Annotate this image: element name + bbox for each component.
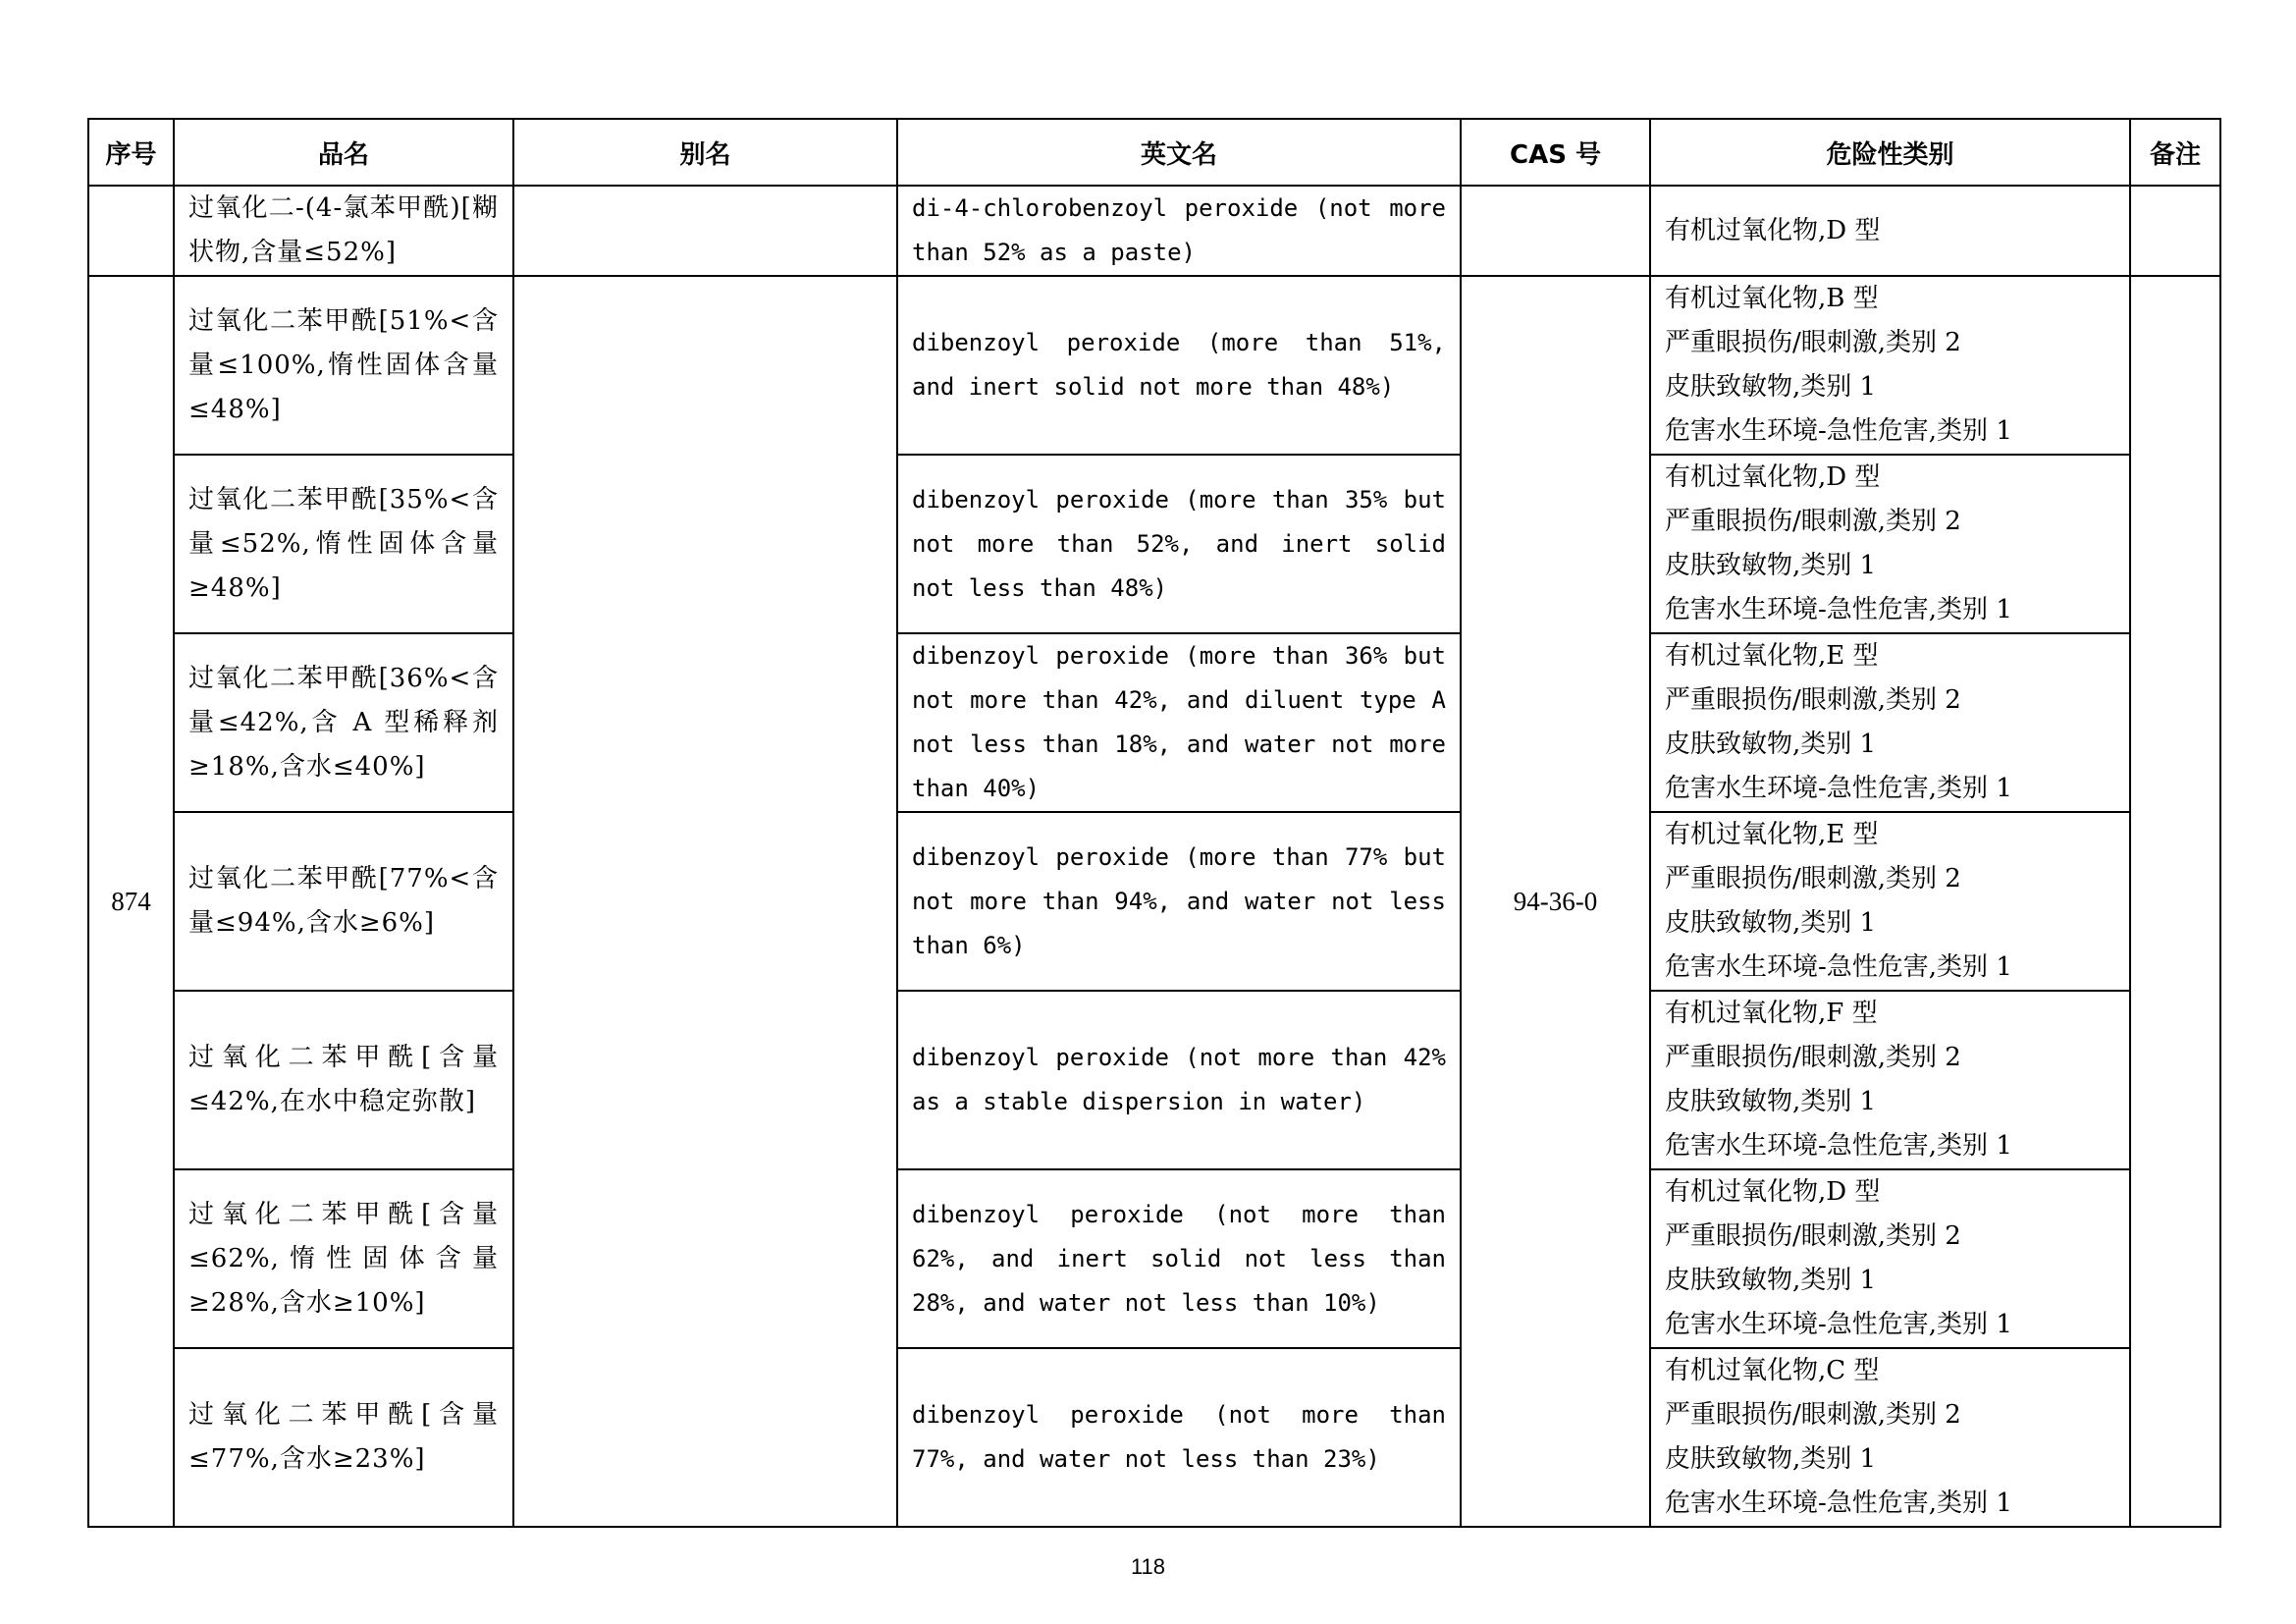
- header-product-name: 品名: [174, 119, 513, 186]
- english-name-cell: dibenzoyl peroxide (more than 35% but not more than 52%, and inert solid not less than 48%): [897, 455, 1461, 633]
- english-name-cell: di-4-chlorobenzoyl peroxide (not more than 52% as a paste): [897, 186, 1461, 276]
- hazard-line: 有机过氧化物,C 型: [1665, 1356, 1880, 1385]
- hazard-line: 有机过氧化物,F 型: [1665, 999, 1878, 1028]
- hazard-line: 危害水生环境-急性危害,类别 1: [1665, 416, 2012, 446]
- alias-cell: [513, 276, 897, 1527]
- product-name-cell: 过氧化二苯甲酰[含量≤42%,在水中稳定弥散]: [174, 991, 513, 1169]
- english-name-cell: dibenzoyl peroxide (not more than 42% as a stable dispersion in water): [897, 991, 1461, 1169]
- product-name-cell: 过氧化二-(4-氯苯甲酰)[糊状物,含量≤52%]: [174, 186, 513, 276]
- cas-number-cell: 94-36-0: [1461, 276, 1650, 1527]
- hazard-line: 有机过氧化物,D 型: [1665, 1177, 1881, 1207]
- hazard-category-cell: [1650, 186, 2130, 276]
- hazard-category-cell: [1650, 991, 2130, 1169]
- hazard-line: 严重眼损伤/眼刺激,类别 2: [1665, 1400, 1961, 1430]
- hazard-category-cell: [1650, 455, 2130, 633]
- hazard-line: 有机过氧化物,B 型: [1665, 284, 1879, 313]
- hazard-line: 皮肤致敏物,类别 1: [1665, 372, 1877, 402]
- product-name-cell: 过氧化二苯甲酰[含量≤62%,惰性固体含量≥28%,含水≥10%]: [174, 1169, 513, 1348]
- header-hazard-category: 危险性类别: [1650, 119, 2130, 186]
- hazard-line: 严重眼损伤/眼刺激,类别 2: [1665, 1221, 1961, 1251]
- table-row: [88, 812, 2220, 991]
- hazard-line: 皮肤致敏物,类别 1: [1665, 730, 1877, 759]
- product-name-cell: 过氧化二苯甲酰[77%<含量≤94%,含水≥6%]: [174, 812, 513, 991]
- hazard-line: 皮肤致敏物,类别 1: [1665, 908, 1877, 938]
- hazard-line: 皮肤致敏物,类别 1: [1665, 1087, 1877, 1116]
- product-name-cell: 过氧化二苯甲酰[36%<含量≤42%,含 A 型稀释剂≥18%,含水≤40%]: [174, 633, 513, 812]
- hazard-category-cell: [1650, 633, 2130, 812]
- hazard-line: 危害水生环境-急性危害,类别 1: [1665, 1131, 2012, 1161]
- table-row: [88, 186, 2220, 276]
- hazard-table: [87, 118, 2221, 1528]
- serial-number-cell: [88, 186, 174, 276]
- hazard-line: 危害水生环境-急性危害,类别 1: [1665, 952, 2012, 982]
- hazard-line: 皮肤致敏物,类别 1: [1665, 1266, 1877, 1295]
- table-row: [88, 1169, 2220, 1348]
- page-number: 118: [1130, 1554, 1166, 1579]
- hazard-category-cell: [1650, 1169, 2130, 1348]
- table-row: [88, 633, 2220, 812]
- hazard-line: 有机过氧化物,E 型: [1665, 641, 1879, 671]
- hazard-line: 危害水生环境-急性危害,类别 1: [1665, 595, 2012, 624]
- alias-cell: [513, 186, 897, 276]
- header-english-name: 英文名: [897, 119, 1461, 186]
- english-name-cell: dibenzoyl peroxide (not more than 62%, and inert solid not less than 28%, and water not less than 10%): [897, 1169, 1461, 1348]
- hazard-line: 皮肤致敏物,类别 1: [1665, 551, 1877, 580]
- hazard-category-cell: [1650, 812, 2130, 991]
- remarks-cell: [2130, 276, 2220, 1527]
- hazard-line: 危害水生环境-急性危害,类别 1: [1665, 1310, 2012, 1339]
- hazard-line: 严重眼损伤/眼刺激,类别 2: [1665, 507, 1961, 536]
- english-name-cell: dibenzoyl peroxide (more than 51%, and inert solid not more than 48%): [897, 276, 1461, 455]
- serial-number-cell: 874: [88, 276, 174, 1527]
- hazard-line: 严重眼损伤/眼刺激,类别 2: [1665, 685, 1961, 715]
- hazard-line: 严重眼损伤/眼刺激,类别 2: [1665, 864, 1961, 893]
- hazard-line: 危害水生环境-急性危害,类别 1: [1665, 1489, 2012, 1518]
- remarks-cell: [2130, 186, 2220, 276]
- english-name-cell: dibenzoyl peroxide (not more than 77%, and water not less than 23%): [897, 1348, 1461, 1527]
- hazard-line: 有机过氧化物,D 型: [1665, 462, 1881, 492]
- header-cas-number: CAS 号: [1461, 119, 1650, 186]
- header-serial-number: 序号: [88, 119, 174, 186]
- table-row: [88, 1348, 2220, 1527]
- hazard-line: 严重眼损伤/眼刺激,类别 2: [1665, 328, 1961, 357]
- english-name-cell: dibenzoyl peroxide (more than 77% but not more than 94%, and water not less than 6%): [897, 812, 1461, 991]
- hazard-line: 皮肤致敏物,类别 1: [1665, 1444, 1877, 1474]
- product-name-cell: 过氧化二苯甲酰[含量≤77%,含水≥23%]: [174, 1348, 513, 1527]
- hazard-category-cell: [1650, 276, 2130, 455]
- english-name-cell: dibenzoyl peroxide (more than 36% but not more than 42%, and diluent type A not less than 18%, and water not more than 40%): [897, 633, 1461, 812]
- product-name-cell: 过氧化二苯甲酰[51%<含量≤100%,惰性固体含量≤48%]: [174, 276, 513, 455]
- header-remarks: 备注: [2130, 119, 2220, 186]
- hazard-category-cell: [1650, 1348, 2130, 1527]
- hazard-line: 危害水生环境-急性危害,类别 1: [1665, 774, 2012, 803]
- header-alias: 别名: [513, 119, 897, 186]
- product-name-cell: 过氧化二苯甲酰[35%<含量≤52%,惰性固体含量≥48%]: [174, 455, 513, 633]
- table-row: [88, 276, 2220, 455]
- table-row: [88, 991, 2220, 1169]
- table-header-row: [88, 119, 2220, 186]
- hazard-line: 有机过氧化物,E 型: [1665, 820, 1879, 849]
- table-row: [88, 455, 2220, 633]
- cas-number-cell: [1461, 186, 1650, 276]
- hazard-line: 严重眼损伤/眼刺激,类别 2: [1665, 1043, 1961, 1072]
- hazard-line: 有机过氧化物,D 型: [1665, 215, 1881, 245]
